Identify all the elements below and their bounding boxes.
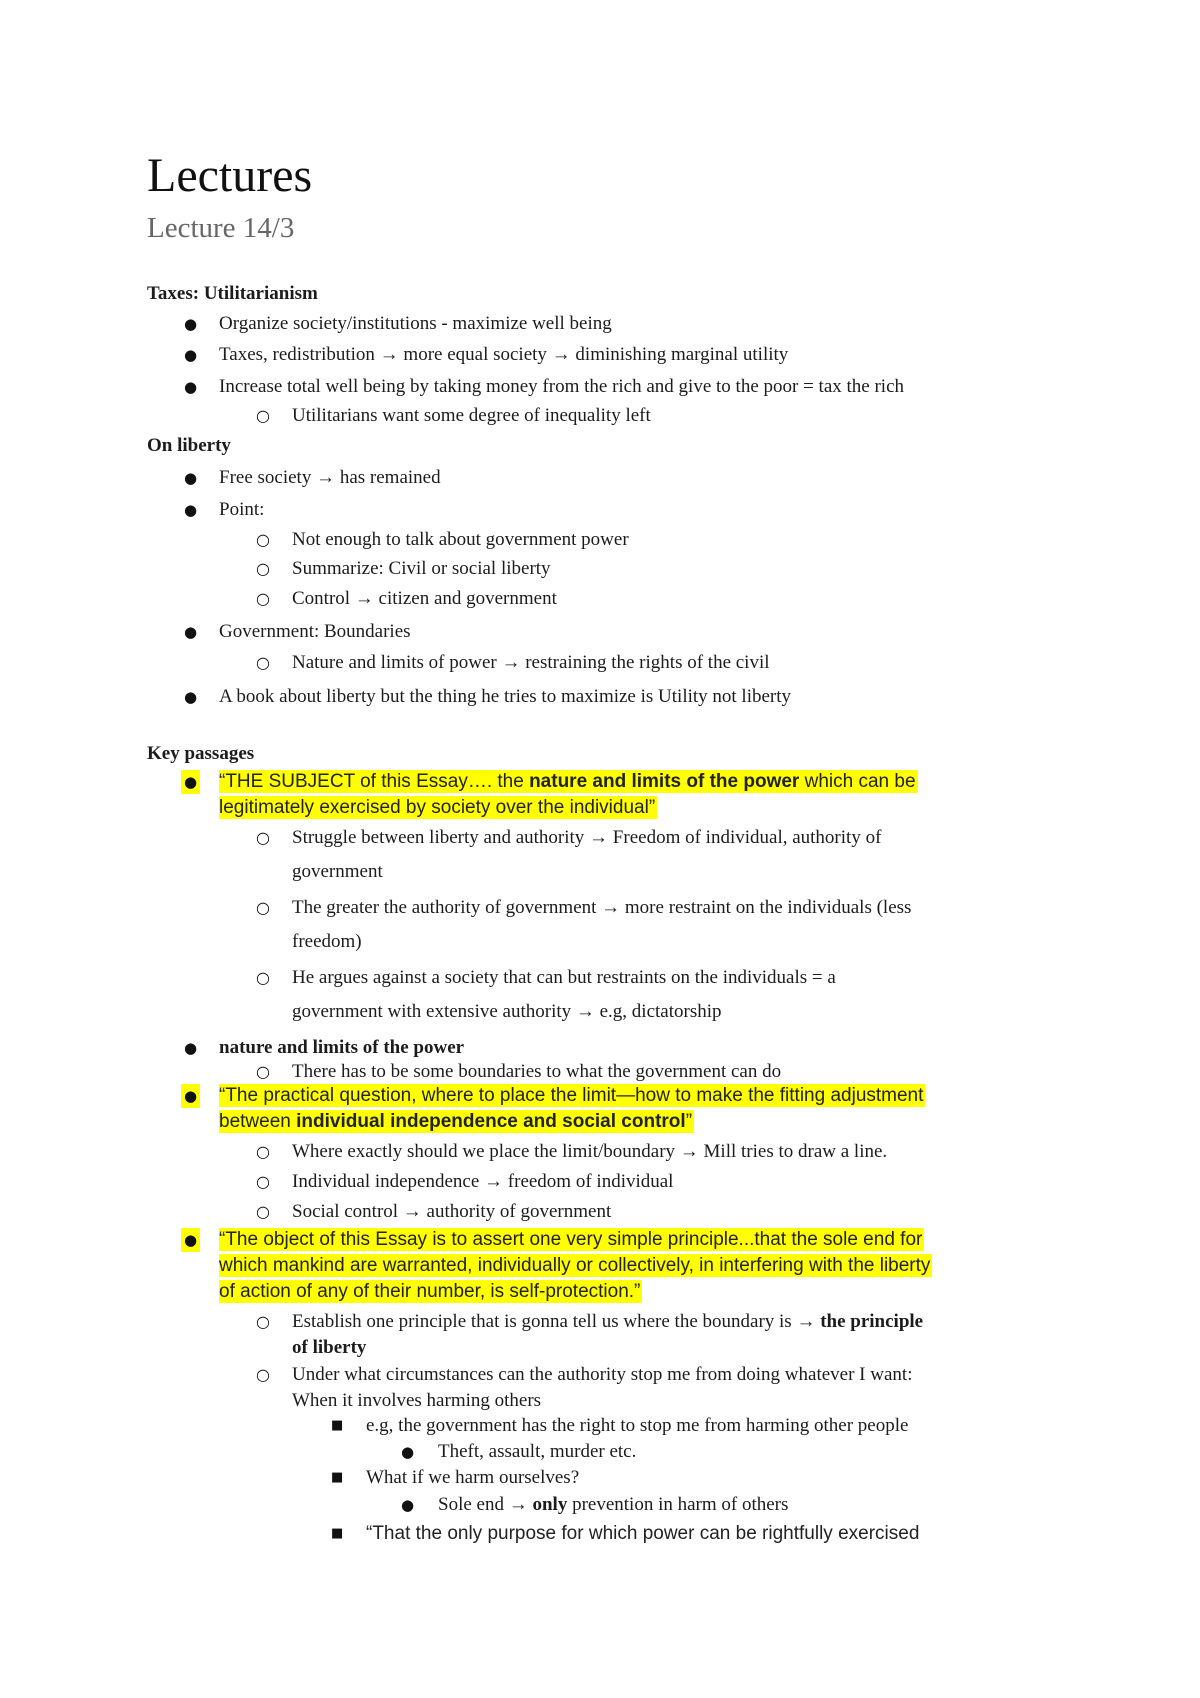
sub-bullet-icon: ○ (256, 968, 270, 987)
sub-bullet-icon: ○ (256, 530, 270, 549)
sub-bullet-icon: ○ (256, 559, 270, 578)
sub-sub-list-item: e.g, the government has the right to stop me from harming other people (366, 1415, 909, 1436)
square-bullet-icon: ■ (331, 1470, 344, 1485)
sub-list-item: Establish one principle that is gonna tell us where the boundary is → the principle (292, 1311, 924, 1332)
sub-list-item-cont: When it involves harming others (292, 1390, 542, 1411)
bullet-icon: ● (184, 688, 198, 706)
sub-list-item: Utilitarians want some degree of inequality left (292, 405, 651, 426)
sub-sub-list-item: “That the only purpose for which power can be rightfully exercised (366, 1523, 920, 1544)
sub-sub-list-item: What if we harm ourselves? (366, 1467, 580, 1488)
sub-bullet-icon: ○ (256, 828, 270, 847)
sub-list-item: Under what circumstances can the authority stop me from doing whatever I want: (292, 1364, 913, 1385)
bullet-icon: ● (181, 1228, 200, 1252)
sub-list-item-cont: government (292, 861, 383, 882)
bullet-icon: ● (184, 469, 198, 487)
sub-bullet-icon: ○ (256, 589, 270, 608)
sub-list-item: He argues against a society that can but restraints on the individuals = a (292, 967, 836, 988)
sub-list-item: Control → citizen and government (292, 588, 557, 609)
deep-list-item: Sole end → only prevention in harm of others (438, 1494, 789, 1515)
sub-list-item: Where exactly should we place the limit/boundary → Mill tries to draw a line. (292, 1141, 888, 1162)
list-item: Taxes, redistribution → more equal society → diminishing marginal utility (219, 344, 789, 365)
square-bullet-icon: ■ (331, 1526, 344, 1541)
list-item: Point: (219, 499, 265, 520)
sub-list-item: The greater the authority of government → more restraint on the individuals (less (292, 897, 912, 918)
quote-line: legitimately exercised by society over the individual” (219, 797, 656, 818)
sub-list-item: Struggle between liberty and authority → Freedom of individual, authority of (292, 827, 882, 848)
sub-bullet-icon: ○ (256, 1142, 270, 1161)
list-item: Organize society/institutions - maximize well being (219, 313, 612, 334)
bullet-icon: ● (401, 1443, 415, 1461)
bullet-icon: ● (181, 1084, 200, 1108)
bullet-icon: ● (184, 378, 198, 396)
bullet-icon: ● (184, 346, 198, 364)
sub-list-item: Summarize: Civil or social liberty (292, 558, 551, 579)
section-heading-key-passages: Key passages (147, 743, 255, 764)
sub-list-item-cont: freedom) (292, 931, 362, 952)
sub-bullet-icon: ○ (256, 653, 270, 672)
sub-list-item-cont: of liberty (292, 1337, 367, 1358)
square-bullet-icon: ■ (331, 1418, 344, 1433)
sub-list-item: Individual independence → freedom of individual (292, 1171, 674, 1192)
quote-line: between individual independence and social control” (219, 1111, 693, 1132)
bullet-icon: ● (184, 501, 198, 519)
list-item: Government: Boundaries (219, 621, 411, 642)
sub-list-item: Not enough to talk about government power (292, 529, 629, 550)
deep-list-item: Theft, assault, murder etc. (438, 1441, 637, 1462)
list-item: nature and limits of the power (219, 1037, 465, 1058)
section-heading-taxes: Taxes: Utilitarianism (147, 283, 318, 304)
sub-list-item-cont: government with extensive authority → e.g, dictatorship (292, 1001, 722, 1022)
quote-line: which mankind are warranted, individually or collectively, in interfering with the liberty (219, 1255, 931, 1276)
sub-bullet-icon: ○ (256, 1202, 270, 1221)
sub-list-item: Nature and limits of power → restraining the rights of the civil (292, 652, 770, 673)
bullet-icon: ● (401, 1496, 415, 1514)
list-item: Increase total well being by taking money from the rich and give to the poor = tax the rich (219, 376, 905, 397)
page-title: Lectures (147, 149, 313, 202)
quote-line: “The object of this Essay is to assert one very simple principle...that the sole end for (219, 1229, 923, 1250)
bullet-icon: ● (181, 770, 200, 794)
list-item: Free society → has remained (219, 467, 441, 488)
quote-line: of action of any of their number, is self-protection.” (219, 1281, 641, 1302)
page-subtitle: Lecture 14/3 (147, 212, 295, 244)
sub-bullet-icon: ○ (256, 1062, 270, 1081)
quote-line: “THE SUBJECT of this Essay…. the nature and limits of the power which can be (219, 771, 916, 792)
sub-bullet-icon: ○ (256, 406, 270, 425)
sub-list-item: Social control → authority of government (292, 1201, 612, 1222)
section-heading-liberty: On liberty (147, 435, 231, 456)
list-item: A book about liberty but the thing he tries to maximize is Utility not liberty (219, 686, 792, 707)
bullet-icon: ● (184, 1039, 198, 1057)
sub-bullet-icon: ○ (256, 898, 270, 917)
sub-bullet-icon: ○ (256, 1172, 270, 1191)
sub-bullet-icon: ○ (256, 1312, 270, 1331)
bullet-icon: ● (184, 315, 198, 333)
sub-list-item: There has to be some boundaries to what the government can do (292, 1061, 782, 1082)
sub-bullet-icon: ○ (256, 1365, 270, 1384)
bullet-icon: ● (184, 623, 198, 641)
quote-line: “The practical question, where to place the limit—how to make the fitting adjustment (219, 1085, 924, 1106)
